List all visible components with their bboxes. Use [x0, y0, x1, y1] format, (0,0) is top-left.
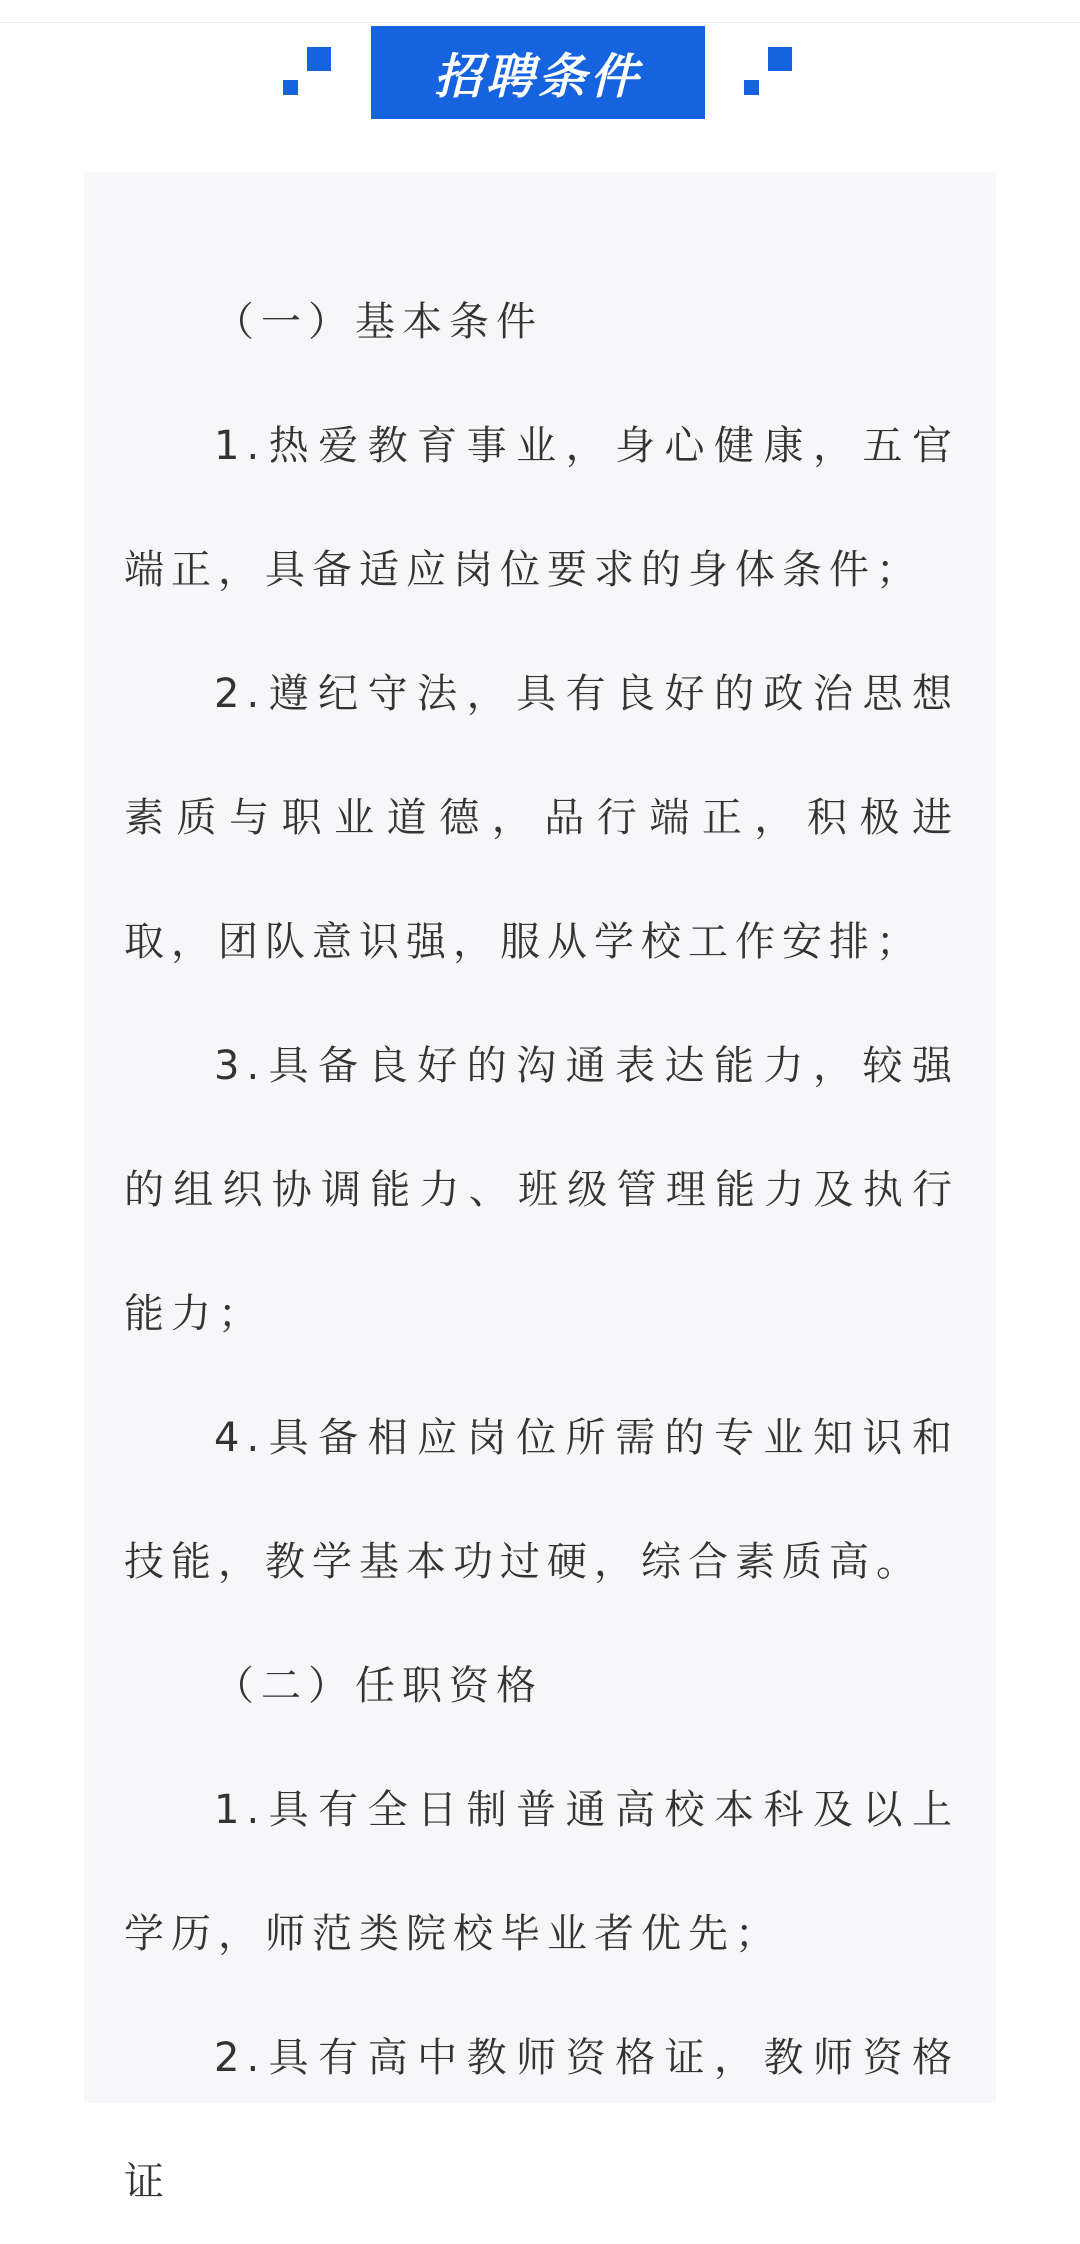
list-item: 3.具备良好的沟通表达能力，较强的组织协调能力、班级管理能力及执行能力； [124, 1043, 959, 1337]
section-header [0, 0, 1080, 140]
corner-squares-icon [283, 47, 331, 95]
section-heading-basic: （一）基本条件 [214, 299, 543, 345]
decor-square-small [744, 80, 759, 95]
decor-square-large [768, 47, 792, 71]
list-item: 1.热爱教育事业，身心健康，五官端正，具备适应岗位要求的身体条件； [124, 423, 959, 593]
content-card [84, 172, 996, 2205]
list-item: 2.具有高中教师资格证，教师资格证 [124, 2035, 959, 2205]
decor-square-small [283, 80, 298, 95]
list-item: 2.遵纪守法，具有良好的政治思想素质与职业道德，品行端正，积极进取，团队意识强，服从学校工作安排； [124, 671, 959, 965]
list-item: 4.具备相应岗位所需的专业知识和技能，教学基本功过硬，综合素质高。 [124, 1415, 959, 1585]
decor-square-large [307, 47, 331, 71]
section-title: 招聘条件 [371, 26, 705, 119]
corner-squares-icon [744, 47, 792, 95]
section-heading-qualifications: （二）任职资格 [214, 1663, 543, 1709]
article-body [124, 260, 959, 2244]
list-item: 1.具有全日制普通高校本科及以上学历，师范类院校毕业者优先； [124, 1787, 959, 1957]
